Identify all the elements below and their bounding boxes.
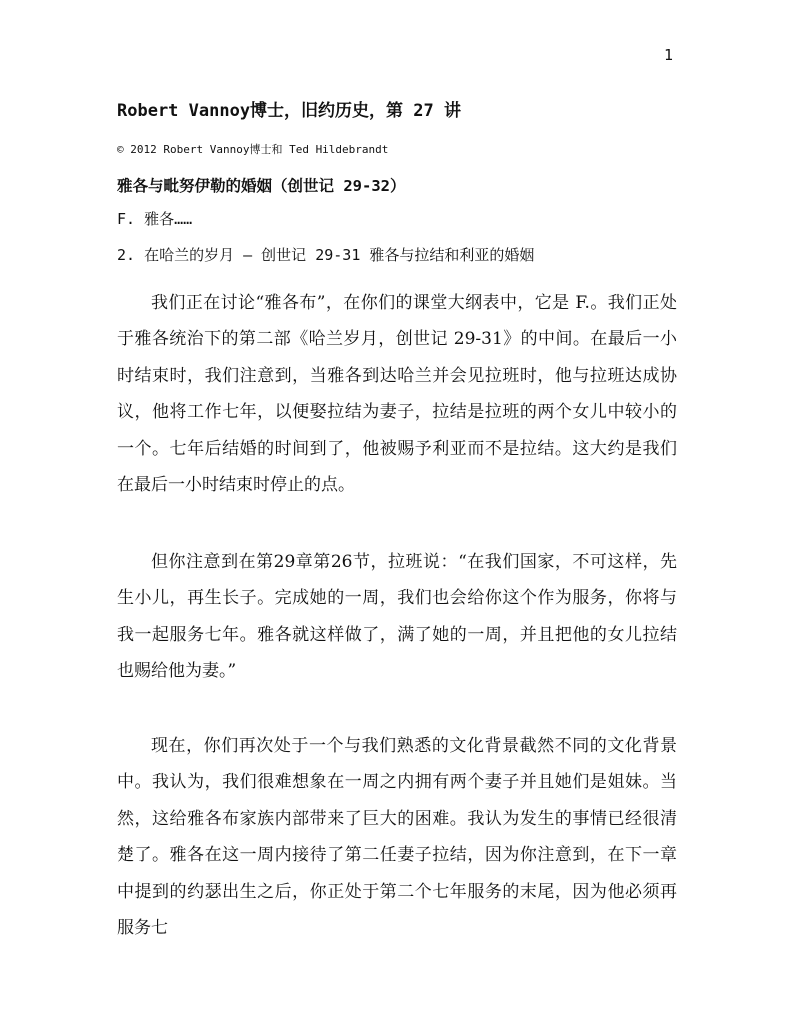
lecture-title: Robert Vannoy博士，旧约历史，第 27 讲 xyxy=(117,101,461,121)
page-number: 1 xyxy=(663,46,673,64)
section-subtitle: 雅各与毗努伊勒的婚姻（创世记 29-32） xyxy=(117,177,406,195)
paragraph-2: 但你注意到在第29章第26节，拉班说：“在我们国家，不可这样，先生小儿，再生长子。完成她的一周，我们也会给你这个作为服务，你将与我一起服务七年。雅各就这样做了，满了她的一周，并且把他的女儿拉结也赐给他为妻。” xyxy=(117,552,677,682)
outline-heading-level-2: 2. 在哈兰的岁月 – 创世记 29-31 雅各与拉结和利亚的婚姻 xyxy=(117,246,535,264)
outline-heading-level-1: F. 雅各…… xyxy=(117,210,193,228)
copyright-line: © 2012 Robert Vannoy博士和 Ted Hildebrandt xyxy=(117,143,389,156)
paragraph-1: 我们正在讨论“雅各布”，在你们的课堂大纲表中，它是 F.。我们正处于雅各统治下的第二部《哈兰岁月，创世记 29-31》的中间。在最后一小时结束时，我们注意到，当雅各到达哈兰并会见拉班时，他与拉班达成协议，他将工作七年，以便娶拉结为妻子，拉结是拉班的两个女儿中较小的一个。七年后结婚的时间到了，他被赐予利亚而不是拉结。这大约是我们在最后一小时结束时停止的点。 xyxy=(117,293,677,496)
paragraph-3: 现在，你们再次处于一个与我们熟悉的文化背景截然不同的文化背景中。我认为，我们很难想象在一周之内拥有两个妻子并且她们是姐妹。当然，这给雅各布家族内部带来了巨大的困难。我认为发生的事情已经很清楚了。雅各在这一周内接待了第二任妻子拉结，因为你注意到，在下一章中提到的约瑟出生之后，你正处于第二个七年服务的末尾，因为他必须再服务七 xyxy=(117,736,677,939)
paragraph-1-block xyxy=(117,285,677,503)
paragraph-2-block xyxy=(117,544,677,690)
paragraph-3-block xyxy=(117,728,677,946)
